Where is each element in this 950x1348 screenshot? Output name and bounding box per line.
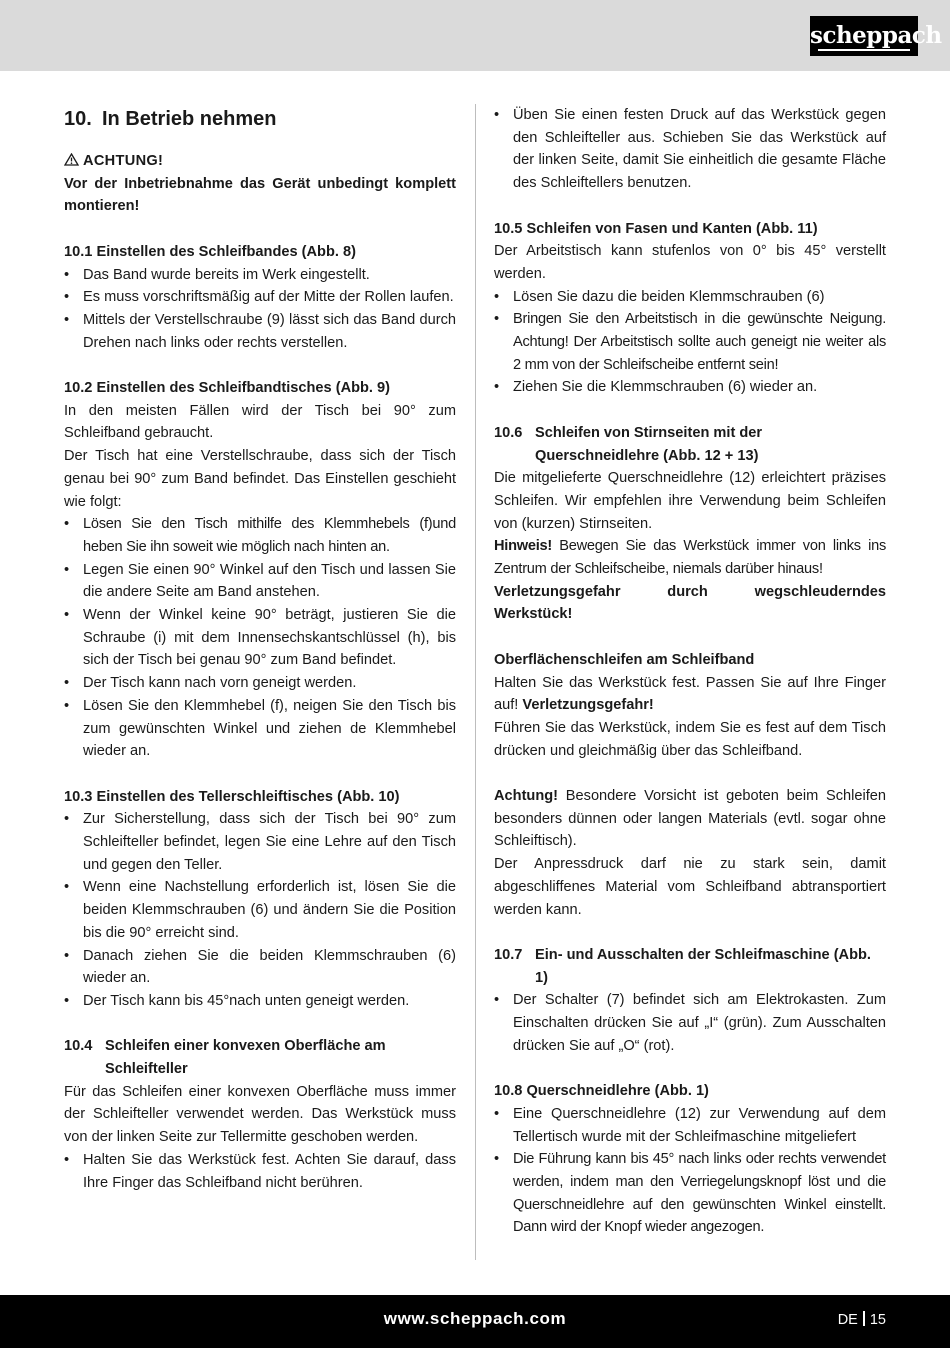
list-item: • Der Tisch kann bis 45°nach unten geneigt werden. xyxy=(64,990,456,1013)
bullet-list xyxy=(494,1103,886,1239)
paragraph: Die mitgelieferte Querschneidlehre (12) erleichtert präzises Schleifen. Wir empfehlen ihre Verwendung beim Schleifen von (kurzen) Stirnseiten. xyxy=(494,470,886,532)
bullet-list xyxy=(494,989,886,1057)
list-item: • Es muss vorschriftsmäßig auf der Mitte der Rollen laufen. xyxy=(64,286,456,309)
bullet-list xyxy=(494,286,886,400)
list-item: • Lösen Sie den Tisch mithilfe des Klemmhebels (f)und heben Sie ihn soweit wie möglich nach hinten an. xyxy=(64,513,456,558)
list-item: • Legen Sie einen 90° Winkel auf den Tisch und lassen Sie die andere Seite am Band anstehen. xyxy=(64,559,456,604)
paragraph: Führen Sie das Werkstück, indem Sie es fest auf dem Tisch drücken und gleichmäßig über das Schleifband. xyxy=(494,719,886,759)
subsection-heading: 10.1 Einstellen des Schleifbandes (Abb. 8) xyxy=(64,243,356,260)
list-item: • Wenn eine Nachstellung erforderlich ist, lösen Sie die beiden Klemmschrauben (6) und ändern Sie die Position bis die 90° erreicht sind. xyxy=(64,876,456,944)
subsection-heading: 10.5 Schleifen von Fasen und Kanten (Abb. 11) xyxy=(494,220,818,237)
subsection-heading: 10.3 Einstellen des Tellerschleiftisches (Abb. 10) xyxy=(64,788,400,805)
brand-logo: scheppach xyxy=(810,16,918,56)
bullet-list xyxy=(64,513,456,763)
warning-triangle-icon xyxy=(64,153,79,166)
left-column xyxy=(64,104,456,1194)
subsection-heading: 10.4 Schleifen einer konvexen Oberfläche am Schleifteller xyxy=(64,1038,386,1078)
list-item: • Lösen Sie dazu die beiden Klemmschrauben (6) xyxy=(494,286,886,309)
paragraph: Halten Sie das Werkstück fest. Passen Sie auf Ihre Finger auf! Verletzungsgefahr! xyxy=(494,674,886,714)
list-item: • Der Tisch kann nach vorn geneigt werden. xyxy=(64,672,456,695)
bullet-list xyxy=(64,808,456,1012)
paragraph: Der Arbeitstisch kann stufenlos von 0° bis 45° verstellt werden. xyxy=(494,243,886,282)
paragraph: In den meisten Fällen wird der Tisch bei 90° zum Schleifband gebraucht. xyxy=(64,402,456,442)
injury-warning: Verletzungsgefahr durch wegschleuderndes xyxy=(494,583,886,600)
bullet-list xyxy=(64,1149,456,1194)
subsection-heading: 10.2 Einstellen des Schleifbandtisches (Abb. 9) xyxy=(64,380,391,396)
list-item: • Wenn der Winkel keine 90° beträgt, justieren Sie die Schraube (i) mit dem Innensechskantschlüssel (h), bis sich der Tisch bei genau 90° zum Band befindet. xyxy=(64,604,456,672)
paragraph: Für das Schleifen einer konvexen Oberfläche muss immer der Schleifteller verwendet werden. Das Werkstück muss von der linken Seite zur Tellermitte geschoben werden. xyxy=(64,1083,456,1146)
list-item: • Ziehen Sie die Klemmschrauben (6) wieder an. xyxy=(494,376,886,399)
separator-bar xyxy=(863,1311,865,1326)
website-link[interactable]: www.scheppach.com xyxy=(383,1309,567,1328)
subsection-heading: Oberflächenschleifen am Schleifband xyxy=(494,651,755,668)
list-item: • Mittels der Verstellschraube (9) lässt sich das Band durch Drehen nach links oder rechts verstellen. xyxy=(64,309,456,354)
list-item: • Üben Sie einen festen Druck auf das Werkstück gegen den Schleifteller aus. Schieben Sie das Werkstück auf der linken Seite, damit Sie einheitlich die gesamte Fläche des Schleiftellers benutzen. xyxy=(494,104,886,195)
subsection-heading: 10.7 Ein- und Ausschalten der Schleifmaschine (Abb. 1) xyxy=(494,946,871,986)
page-footer xyxy=(0,1295,950,1348)
warning-label: ACHTUNG! xyxy=(64,150,456,173)
paragraph: Der Tisch hat eine Verstellschraube, dass sich der Tisch genau bei 90° zum Band befindet. Das Einstellen geschieht wie folgt: xyxy=(64,448,456,510)
subsection-heading: 10.8 Querschneidlehre (Abb. 1) xyxy=(494,1083,709,1100)
list-item: • Der Schalter (7) befindet sich am Elektrokasten. Zum Einschalten drücken Sie auf „I“ (grün). Zum Ausschalten drücken Sie auf „O“ (rot). xyxy=(494,989,886,1057)
list-item: • Lösen Sie den Klemmhebel (f), neigen Sie den Tisch bis zum gewünschten Winkel und ziehen de Klemmhebel wieder an. xyxy=(64,695,456,763)
right-column xyxy=(494,104,886,1239)
list-item: • Das Band wurde bereits im Werk eingestellt. xyxy=(64,264,456,287)
column-divider xyxy=(475,104,476,1260)
hint-paragraph: Hinweis! Bewegen Sie das Werkstück immer von links ins Zentrum der Schleifscheibe, niemals darüber hinaus! xyxy=(494,538,886,578)
list-item: • Bringen Sie den Arbeitstisch in die gewünschte Neigung. Achtung! Der Arbeitstisch sollte auch geneigt nie weiter als 2 mm von der Schleifscheibe entfernt sein! xyxy=(494,308,886,376)
caution-paragraph: Achtung! Besondere Vorsicht ist geboten beim Schleifen besonders dünnen oder langen Materials (evtl. sogar ohne Schleiftisch). xyxy=(494,788,886,850)
list-item: • Halten Sie das Werkstück fest. Achten Sie darauf, dass Ihre Finger das Schleifband nicht berühren. xyxy=(64,1149,456,1194)
list-item: • Eine Querschneidlehre (12) zur Verwendung auf dem Tellertisch wurde mit der Schleifmaschine mitgeliefert xyxy=(494,1103,886,1148)
list-item: • Die Führung kann bis 45° nach links oder rechts verwendet werden, indem man den Verriegelungsknopf löst und die Querschneidlehre auf den gewünschten Winkel einstellt. Dann wird der Knopf wieder angezogen. xyxy=(494,1148,886,1239)
section-title: 10. In Betrieb nehmen xyxy=(64,108,277,130)
list-item: • Danach ziehen Sie die beiden Klemmschrauben (6) wieder an. xyxy=(64,945,456,990)
bullet-list xyxy=(64,264,456,355)
bullet-list xyxy=(494,104,886,195)
injury-warning: Werkstück! xyxy=(494,606,573,623)
list-item: • Zur Sicherstellung, dass sich der Tisch bei 90° zum Schleifteller befindet, legen Sie eine Lehre auf den Tisch und gegen den Teller. xyxy=(64,808,456,876)
paragraph: Der Anpressdruck darf nie zu stark sein, damit abgeschliffenes Material vom Schleifband abtransportiert werden kann. xyxy=(494,856,886,918)
page-header xyxy=(0,0,950,71)
page-number: DE 15 xyxy=(837,1312,886,1328)
warning-text: Vor der Inbetriebnahme das Gerät unbedingt komplett montieren! xyxy=(64,175,456,215)
subsection-heading: 10.6 Schleifen von Stirnseiten mit der Querschneidlehre (Abb. 12 + 13) xyxy=(494,424,763,464)
